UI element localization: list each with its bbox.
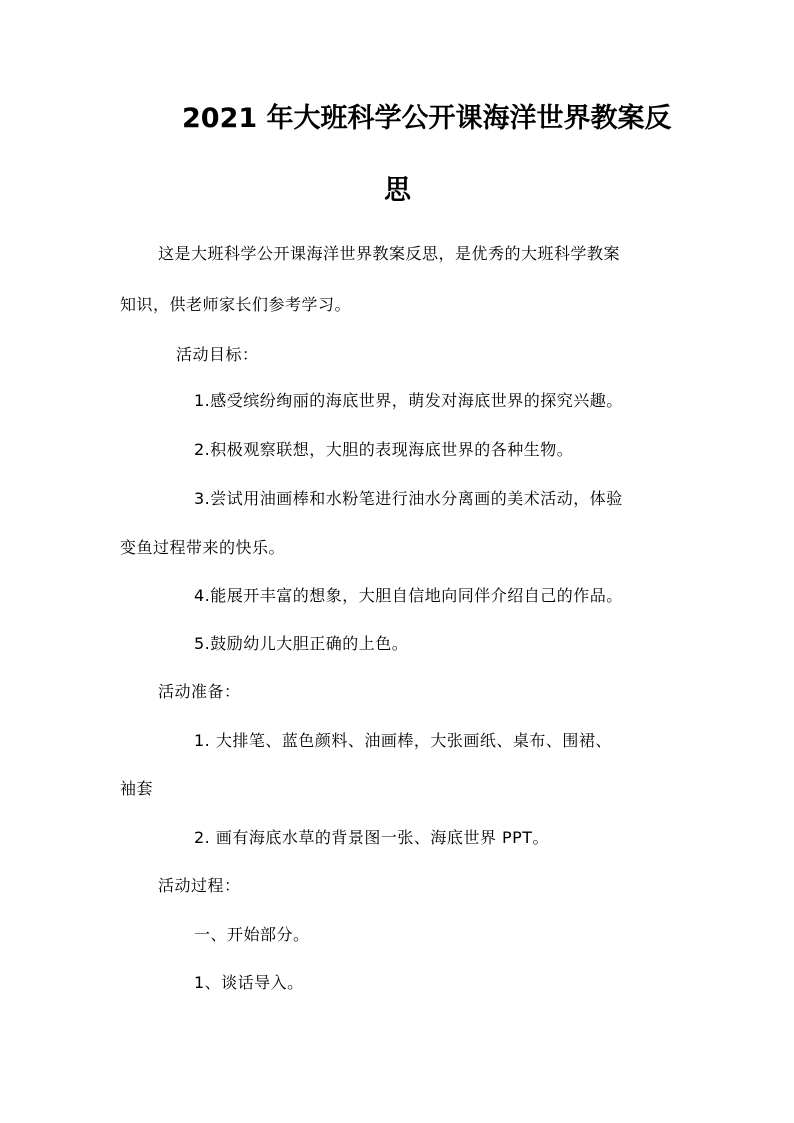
prep-item-1-line-2: 袖套 bbox=[120, 779, 154, 798]
intro-paragraph-line-2: 知识，供老师家长们参考学习。 bbox=[120, 295, 352, 314]
goal-item-3-line-1: 3.尝试用油画棒和水粉笔进行油水分离画的美术活动，体验 bbox=[194, 489, 623, 508]
prep-item-1-line-1: 1. 大排笔、蓝色颜料、油画棒，大张画纸、桌布、围裙、 bbox=[194, 731, 612, 750]
process-part-1: 一、开始部分。 bbox=[194, 925, 310, 944]
document-title-line-1: 2021 年大班科学公开课海洋世界教案反 bbox=[182, 103, 672, 134]
prep-item-2: 2. 画有海底水草的背景图一张、海底世界 PPT。 bbox=[194, 828, 550, 847]
goals-heading: 活动目标： bbox=[176, 345, 259, 364]
intro-paragraph-line-1: 这是大班科学公开课海洋世界教案反思，是优秀的大班科学教案 bbox=[158, 244, 621, 263]
process-heading: 活动过程： bbox=[158, 876, 241, 895]
goal-item-1: 1.感受缤纷绚丽的海底世界，萌发对海底世界的探究兴趣。 bbox=[194, 391, 623, 410]
prep-heading: 活动准备： bbox=[158, 682, 241, 701]
process-step-1: 1、谈话导入。 bbox=[194, 973, 304, 992]
goal-item-5: 5.鼓励幼儿大胆正确的上色。 bbox=[194, 634, 409, 653]
goal-item-3-line-2: 变鱼过程带来的快乐。 bbox=[120, 538, 286, 557]
document-title-line-2: 思 bbox=[384, 175, 411, 206]
goal-item-2: 2.积极观察联想，大胆的表现海底世界的各种生物。 bbox=[194, 440, 574, 459]
goal-item-4: 4.能展开丰富的想象，大胆自信地向同伴介绍自己的作品。 bbox=[194, 586, 623, 605]
